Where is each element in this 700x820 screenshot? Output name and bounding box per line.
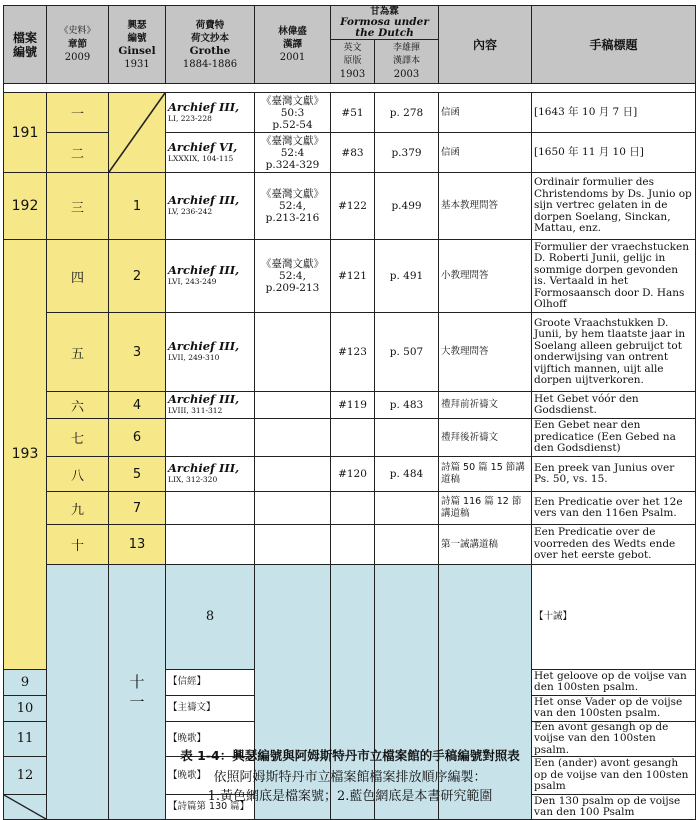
table-row <box>4 457 696 492</box>
grothe-cell <box>166 240 255 313</box>
li-cell: p. 484 <box>375 457 439 492</box>
header-section <box>47 6 109 84</box>
content-cell: 【主禱文】 <box>166 695 255 721</box>
eng-cell: #122 <box>331 173 375 240</box>
archive-cell-191: 191 <box>4 93 47 173</box>
eng-cell: #119 <box>331 392 375 419</box>
grothe-cell <box>166 133 255 173</box>
grothe-sub: LV, 236-242 <box>168 207 213 216</box>
header-archive-no-text: 檔案編號 <box>12 30 37 59</box>
content-cell: 第一誡講道稿 <box>439 525 532 565</box>
header-grothe-year: 1884-1886 <box>182 58 238 70</box>
title-cell: [1650 年 11 月 10 日] <box>532 133 696 173</box>
chapter-cell: 二 <box>47 133 109 173</box>
caption-note-2: 1.黃色網底是檔案號；2.藍色網底是本書研究範圍 <box>207 789 493 804</box>
content-cell: 【十誡】 <box>532 565 696 670</box>
header-formosa <box>331 6 439 40</box>
lin-b: 52:4, <box>279 200 306 212</box>
eng-cell: #120 <box>331 457 375 492</box>
lin-a: 《臺灣文獻》 <box>261 134 324 147</box>
ginsel-cell: 12 <box>4 757 47 795</box>
header-li-year: 2003 <box>393 69 420 80</box>
lin-c: p.209-213 <box>265 282 320 294</box>
header-archive-no <box>4 6 47 84</box>
grothe-sub: LVIII, 311-312 <box>168 406 223 415</box>
header-grothe-c: Grothe <box>189 44 231 57</box>
table-row <box>4 133 696 173</box>
content-cell: 禮拜後祈禱文 <box>439 419 532 457</box>
chapter-cell: 四 <box>47 240 109 313</box>
content-cell: 【晚歌】 <box>166 757 255 795</box>
lin-c: p.324-329 <box>265 158 320 171</box>
title-cell: Een (ander) avont gesangh op de voijse van den 100sten psalm <box>532 757 696 795</box>
table-row <box>4 173 696 240</box>
header-ginsel-c: Ginsel <box>118 44 156 57</box>
ginsel-cell: 11 <box>4 721 47 757</box>
lin-a: 《臺灣文獻》 <box>261 258 324 270</box>
grothe-main: Archief III, <box>168 339 240 353</box>
lin-a: 《臺灣文獻》 <box>261 94 324 107</box>
title-cell: Het geloove op de voijse van den 100sten psalm. <box>532 669 696 695</box>
lin-a: 《臺灣文獻》 <box>261 188 324 200</box>
eng-cell: #123 <box>331 313 375 392</box>
title-cell: Het onse Vader op de voijse van den 100sten psalm. <box>532 695 696 721</box>
eng-cell: #51 <box>331 93 375 133</box>
header-formosa-a: 甘為霖 <box>370 6 399 17</box>
li-cell: p. 507 <box>375 313 439 392</box>
eng-cell <box>331 525 375 565</box>
header-title-text: 手稿標題 <box>589 38 638 52</box>
header-lin-b: 漢譯 <box>282 39 302 50</box>
title-cell: Een avont gesangh op de voijse van den 100sten psalm. <box>532 721 696 757</box>
ginsel-cell: 4 <box>109 392 166 419</box>
chapter-cell: 一 <box>47 93 109 133</box>
lin-b: 52:4 <box>280 146 305 159</box>
header-grothe <box>166 6 255 84</box>
ginsel-empty-cell <box>109 93 166 173</box>
title-cell: Den 130 psalm op de voijse van den 100 Psalm <box>532 795 696 820</box>
grothe-sub: LVI, 243-249 <box>168 277 217 286</box>
grothe-main: Archief VI, <box>168 139 238 154</box>
li-cell: p. 491 <box>375 240 439 313</box>
grothe-cell <box>166 392 255 419</box>
grothe-main: Archief III, <box>168 263 240 277</box>
lin-cell <box>255 133 331 173</box>
chapter-cell: 十 <box>47 525 109 565</box>
ginsel-cell: 6 <box>109 419 166 457</box>
archive-cell-192: 192 <box>4 173 47 240</box>
content-cell: 信函 <box>439 133 532 173</box>
header-ginsel-b: 編號 <box>127 32 147 44</box>
grothe-sub: LIX, 312-320 <box>168 475 218 484</box>
table-row <box>4 565 696 670</box>
archive-cell-193: 193 <box>4 240 47 670</box>
title-cell: [1643 年 10 月 7 日] <box>532 93 696 133</box>
header-li-b: 漢譯本 <box>393 56 421 66</box>
title-cell: Het Gebet vóór den Godsdienst. <box>532 392 696 419</box>
li-cell: p.379 <box>375 133 439 173</box>
grothe-main: Archief III, <box>168 461 240 475</box>
li-cell: p.499 <box>375 173 439 240</box>
title-cell: Groote Vraachstukken D. Junii, by hem tlaatste jaar in Soelang alleen gebruijct tot onderwijsing van ontrent vijftich mannen, uijt alle dorpen uijtverkoren. <box>532 313 696 392</box>
table-row <box>4 419 696 457</box>
lin-cell <box>255 457 331 492</box>
ginsel-cell: 10 <box>4 695 47 721</box>
header-section-year: 2009 <box>64 52 91 63</box>
title-cell: Een Predicatie over de voorreden des Wedts ende over het eerste gebot. <box>532 525 696 565</box>
header-li <box>375 40 439 84</box>
grothe-cell <box>166 457 255 492</box>
chapter-eleven-text: 十一 <box>129 673 145 711</box>
table-row <box>4 313 696 392</box>
header-lin-year: 2001 <box>279 52 306 63</box>
grothe-main: Archief III, <box>168 99 240 114</box>
header-content <box>439 6 532 84</box>
grothe-sub: LXXXIX, 104-115 <box>168 153 234 163</box>
header-formosa-c: the Dutch <box>355 27 414 39</box>
grothe-cell <box>166 93 255 133</box>
eng-cell <box>331 419 375 457</box>
lin-cell <box>255 93 331 133</box>
title-cell: Een Gebet near den predicatice (Een Gebed na den Godsdienst) <box>532 419 696 457</box>
table-row <box>4 240 696 313</box>
chapter-cell: 五 <box>47 313 109 392</box>
grothe-cell <box>166 419 255 457</box>
ginsel-cell: 9 <box>4 669 47 695</box>
li-cell <box>375 525 439 565</box>
content-cell: 【詩篇第 130 篇】 <box>166 795 255 820</box>
header-section-a: 《史料》 <box>59 26 96 36</box>
content-cell: 信函 <box>439 93 532 133</box>
chapter-cell: 八 <box>47 457 109 492</box>
lin-c: p.213-216 <box>265 212 320 224</box>
lin-cell <box>255 492 331 525</box>
content-cell: 大教理問答 <box>439 313 532 392</box>
table-caption: 表 1-4：興瑟編號與阿姆斯特丹市立檔案館的手稿編號對照表 <box>180 748 520 763</box>
grothe-main: Archief III, <box>168 392 240 406</box>
grothe-cell <box>166 525 255 565</box>
header-li-a: 李雄揮 <box>393 43 421 53</box>
grothe-cell <box>166 313 255 392</box>
lin-cell <box>255 525 331 565</box>
header-lin-a: 林偉盛 <box>278 26 307 37</box>
ginsel-cell: 8 <box>166 565 255 670</box>
comparison-table <box>3 5 696 820</box>
table-row <box>4 492 696 525</box>
lin-cell <box>255 392 331 419</box>
diagonal-line <box>109 93 165 172</box>
lin-cell <box>255 419 331 457</box>
content-cell: 【信經】 <box>166 669 255 695</box>
header-lin <box>255 6 331 84</box>
grothe-sub: LI, 223-228 <box>168 113 212 123</box>
caption-note-1: 依照阿姆斯特丹市立檔案館檔案排放順序編製： <box>213 770 487 785</box>
ginsel-cell: 7 <box>109 492 166 525</box>
lin-cell <box>255 173 331 240</box>
grothe-cell <box>166 173 255 240</box>
title-cell: Formulier der vraechstucken D. Roberti Junii, gelijc in sommige dorpen gevonden is. Vertaald in het Formosaansch door D. Hans Olhoff <box>532 240 696 313</box>
header-eng <box>331 40 375 84</box>
header-eng-year: 1903 <box>339 69 366 80</box>
content-cell: 詩篇 50 篇 15 節講道稿 <box>439 457 532 492</box>
spacer-row <box>4 84 696 93</box>
li-cell: p. 483 <box>375 392 439 419</box>
content-cell: 小教理問答 <box>439 240 532 313</box>
lin-b: 52:4, <box>279 270 306 282</box>
header-ginsel <box>109 6 166 84</box>
title-cell: Een preek van Junius over Ps. 50, vs. 15. <box>532 457 696 492</box>
lin-b: 50:3 <box>280 106 305 119</box>
lin-cell <box>255 313 331 392</box>
header-ginsel-year: 1931 <box>124 58 150 70</box>
header-ginsel-a: 興瑟 <box>127 19 147 31</box>
grothe-sub: LVII, 249-310 <box>168 353 220 362</box>
grothe-cell <box>166 492 255 525</box>
lin-cell <box>255 240 331 313</box>
chapter-cell: 三 <box>47 173 109 240</box>
header-grothe-a: 荷費特 <box>195 19 225 31</box>
content-cell: 【晚歌】 <box>166 721 255 757</box>
eng-cell: #83 <box>331 133 375 173</box>
eng-cell <box>331 492 375 525</box>
eng-cell: #121 <box>331 240 375 313</box>
chapter-cell: 九 <box>47 492 109 525</box>
header-formosa-b: Formosa under <box>340 16 429 28</box>
header-grothe-b: 荷文抄本 <box>190 32 229 44</box>
grothe-main: Archief III, <box>168 193 240 207</box>
header-content-text: 內容 <box>473 38 498 52</box>
title-cell: Ordinair formulier des Christendoms by Ds. Junio op sijn vertrec gelaten in de dorpen Soelang, Sinckan, Mattau, enz. <box>532 173 696 240</box>
ginsel-cell: 3 <box>109 313 166 392</box>
ginsel-cell: 13 <box>109 525 166 565</box>
header-title <box>532 6 696 84</box>
header-section-b: 章節 <box>67 39 87 50</box>
content-cell: 禮拜前祈禱文 <box>439 392 532 419</box>
table-row <box>4 392 696 419</box>
li-cell: p. 278 <box>375 93 439 133</box>
chapter-cell: 六 <box>47 392 109 419</box>
ginsel-cell: 5 <box>109 457 166 492</box>
lin-c: p.52-54 <box>272 118 313 131</box>
ginsel-cell: 1 <box>109 173 166 240</box>
li-cell <box>375 419 439 457</box>
chapter-cell: 七 <box>47 419 109 457</box>
table-row <box>4 93 696 133</box>
content-cell: 詩篇 116 篇 12 節講道稿 <box>439 492 532 525</box>
ginsel-cell: 2 <box>109 240 166 313</box>
header-eng-a: 英文 <box>343 43 362 53</box>
title-cell: Een Predicatie over het 12e vers van den 116en Psalm. <box>532 492 696 525</box>
li-cell <box>375 492 439 525</box>
header-eng-b: 原版 <box>343 56 362 66</box>
table-row <box>4 525 696 565</box>
content-cell: 基本教理問答 <box>439 173 532 240</box>
